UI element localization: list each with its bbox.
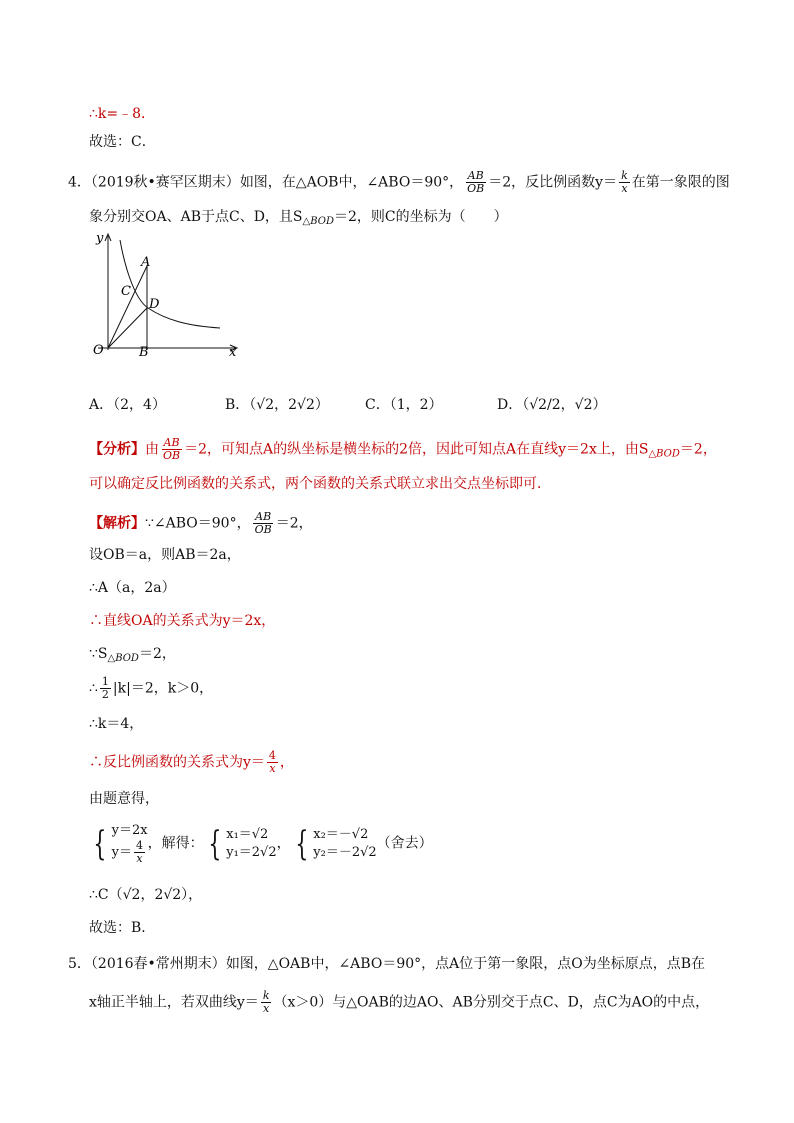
label-b: B (139, 345, 149, 360)
q4-analysis-line2: 可以确定反比例函数的关系式，两个函数的关系式联立求出交点坐标即可． (89, 476, 551, 492)
q4-stem-c: 在第一象限的图 (631, 174, 730, 191)
hyperbola-curve (120, 240, 220, 328)
q4-solution-line7: ∴k＝4， (89, 716, 144, 732)
q4-stem-a: 如图，在△AOB中，∠ABO＝90°， (239, 174, 464, 191)
q4-solution-line3: ∴A（a，2a） (89, 580, 176, 596)
q4-solution-line5: $\because S_{\triangle BOD}=2$， (89, 646, 176, 664)
q4-stem-b: ＝2，反比例函数 (488, 174, 596, 191)
q4-solution-line6: ∴ $\frac{1}{2}$ |k|＝2，k＞0， (89, 675, 214, 701)
q4-option-d: D．（√2/2，√2） (497, 397, 607, 413)
q4-solution-line4: ∴直线OA的关系式为y＝2x， (89, 613, 276, 629)
q4-solution-line8: ∴反比例函数的关系式为y＝ $\frac{4}{x}$ ， (89, 749, 294, 775)
q4-solution-line1: 【解析】∵∠ABO＝90°， $\frac{AB}{OB}$ ＝2， (89, 510, 313, 536)
prev-conclusion: ∴k=﹣8． (89, 106, 156, 122)
q4-ratio-fraction: $\frac{AB}{OB}$ (467, 169, 485, 195)
q4-stem-line2: 象分别交OA、AB于点C、D，且$S_{\triangle BOD}=2$，则C的坐标为（ ） (89, 209, 508, 227)
prev-answer: 故选：C． (89, 134, 156, 150)
label-y: y (96, 231, 104, 246)
q4-equation-system: { y＝2x y＝ $\frac{4}{x}$ ，解得： { x₁＝√2 y₁＝2√2 ， { x₂＝－√2 y₂＝－2√2 （舍去） (93, 823, 433, 865)
analysis-tag: 【分析】 (89, 441, 145, 458)
q4-fn-fraction: $\frac{k}{x}$ (621, 169, 628, 195)
label-x: x (229, 345, 237, 360)
label-d: D (149, 297, 160, 312)
q4-solution-line2: 设OB＝a，则AB＝2a， (89, 547, 241, 563)
q4-number: 4． (68, 174, 91, 191)
label-c: C (121, 284, 131, 299)
solution-tag: 【解析】 (89, 515, 145, 532)
q4-option-a: A．（2，4） (89, 397, 166, 413)
q4-solution-line9: 由题意得， (89, 791, 159, 807)
segment-oa (108, 266, 147, 348)
segment-od (108, 308, 147, 348)
q4-answer: 故选：B． (89, 920, 156, 936)
label-o: O (93, 343, 104, 358)
q4-source: （2019秋•赛罕区期末） (90, 174, 240, 191)
label-a: A (141, 255, 151, 270)
q4-option-c: C．（1，2） (365, 397, 443, 413)
q4-fn-y: y＝ (595, 174, 618, 191)
q4-option-b: B．（√2，2√2） (225, 397, 329, 413)
q4-solution-line10: ∴C（√2，2√2）， (89, 887, 203, 903)
q4-stem-line1 (68, 170, 730, 195)
q5-stem-line1: 5．（2016春•常州期末）如图，△OAB中，∠ABO＝90°，点A位于第一象限，点O为坐标原点，点B在 (68, 956, 706, 972)
q4-analysis-line1: 【分析】由 $\frac{AB}{OB}$ ＝2，可知点A的纵坐标是横坐标的2倍，因此可知点A在直线y＝2x上，由$S_{\triangle BOD}=2$， (89, 436, 717, 462)
q5-stem-line2: x轴正半轴上，若双曲线y＝ $\frac{k}{x}$ （x＞0）与△OAB的边AO、AB分别交于点C、D，点C为AO的中点， (89, 989, 710, 1015)
q4-figure (88, 228, 253, 363)
